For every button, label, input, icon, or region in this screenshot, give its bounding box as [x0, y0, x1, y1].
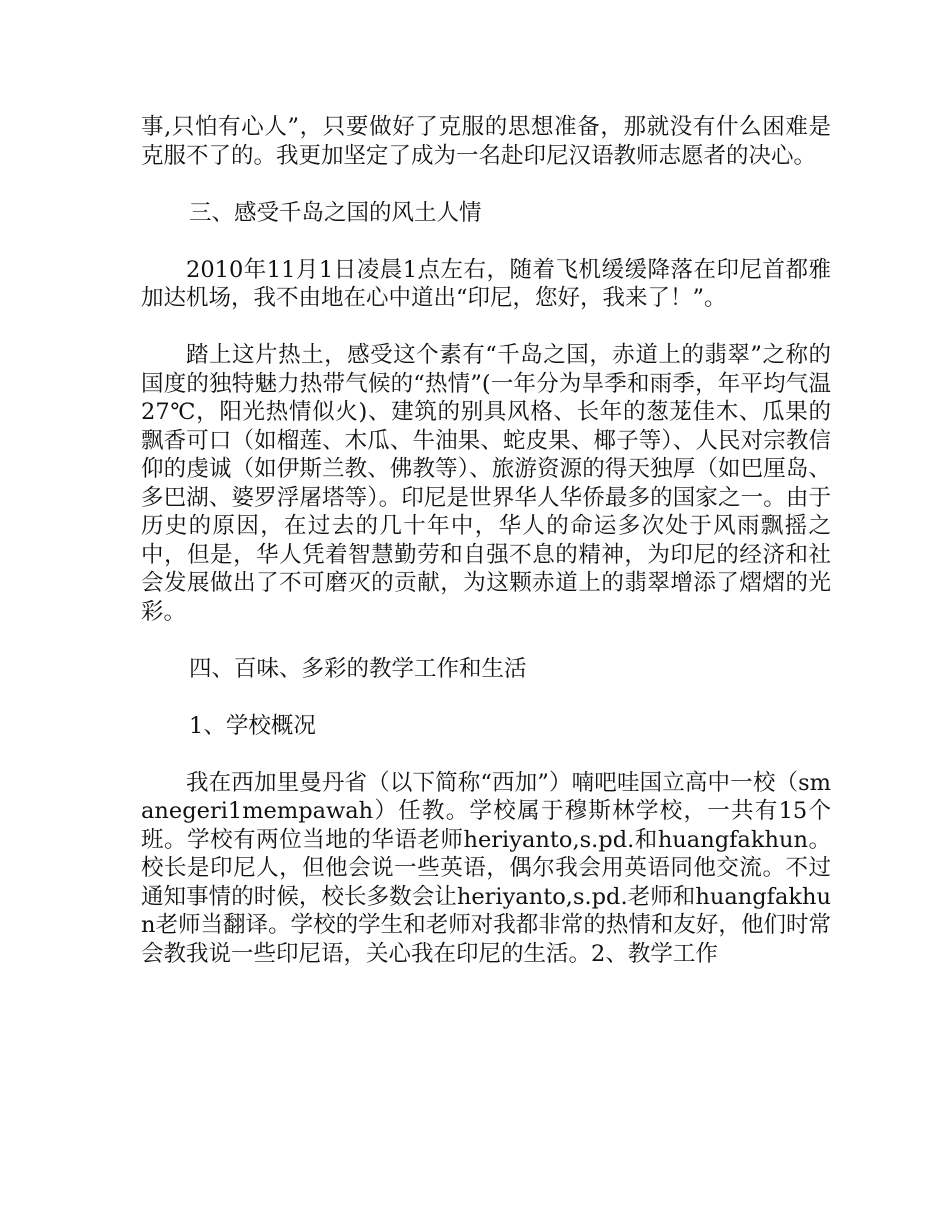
subsection-heading-school-overview: 1、学校概况 [189, 712, 316, 739]
document-body [141, 113, 831, 997]
paragraph-school-overview: 我在西加里曼丹省（以下简称“西加”）喃吧哇国立高中一校（smanegeri1mempawah）任教。学校属于穆斯林学校，一共有15个班。学校有两位当地的华语老师heriyanto,s.pd.和huangfakhun。校长是印尼人，但他会说一些英语，偶尔我会用英语同他交流。不过通知事情的时候，校长多数会让heriyanto,s.pd.老师和huangfakhun老师当翻译。学校的学生和老师对我都非常的热情和友好，他们时常会教我说一些印尼语，关心我在印尼的生活。2、教学工作 [141, 769, 831, 967]
section-heading-4: 四、百味、多彩的教学工作和生活 [189, 655, 527, 682]
paragraph-indonesia-culture: 踏上这片热土，感受这个素有“千岛之国，赤道上的翡翠”之称的国度的独特魅力热带气候的“热情”(一年分为旱季和雨季，年平均气温27℃，阳光热情似火)、建筑的别具风格、长年的葱茏佳木、瓜果的飘香可口（如榴莲、木瓜、牛油果、蛇皮果、椰子等）、人民对宗教信仰的虔诚（如伊斯兰教、佛教等）、旅游资源的得天独厚（如巴厘岛、多巴湖、婆罗浮屠塔等）。印尼是世界华人华侨最多的国家之一。由于历史的原因，在过去的几十年中，华人的命运多次处于风雨飘摇之中，但是，华人凭着智慧勤劳和自强不息的精神，为印尼的经济和社会发展做出了不可磨灭的贡献，为这颗赤道上的翡翠增添了熠熠的光彩。 [141, 342, 831, 625]
paragraph-intro-continuation: 事,只怕有心人”，只要做好了克服的思想准备，那就没有什么困难是克服不了的。我更加坚定了成为一名赴印尼汉语教师志愿者的决心。 [141, 114, 831, 169]
paragraph-arrival: 2010年11月1日凌晨1点左右，随着飞机缓缓降落在印尼首都雅加达机场，我不由地在心中道出“印尼，您好，我来了！”。 [141, 256, 831, 311]
section-heading-3: 三、感受千岛之国的风土人情 [189, 199, 482, 226]
